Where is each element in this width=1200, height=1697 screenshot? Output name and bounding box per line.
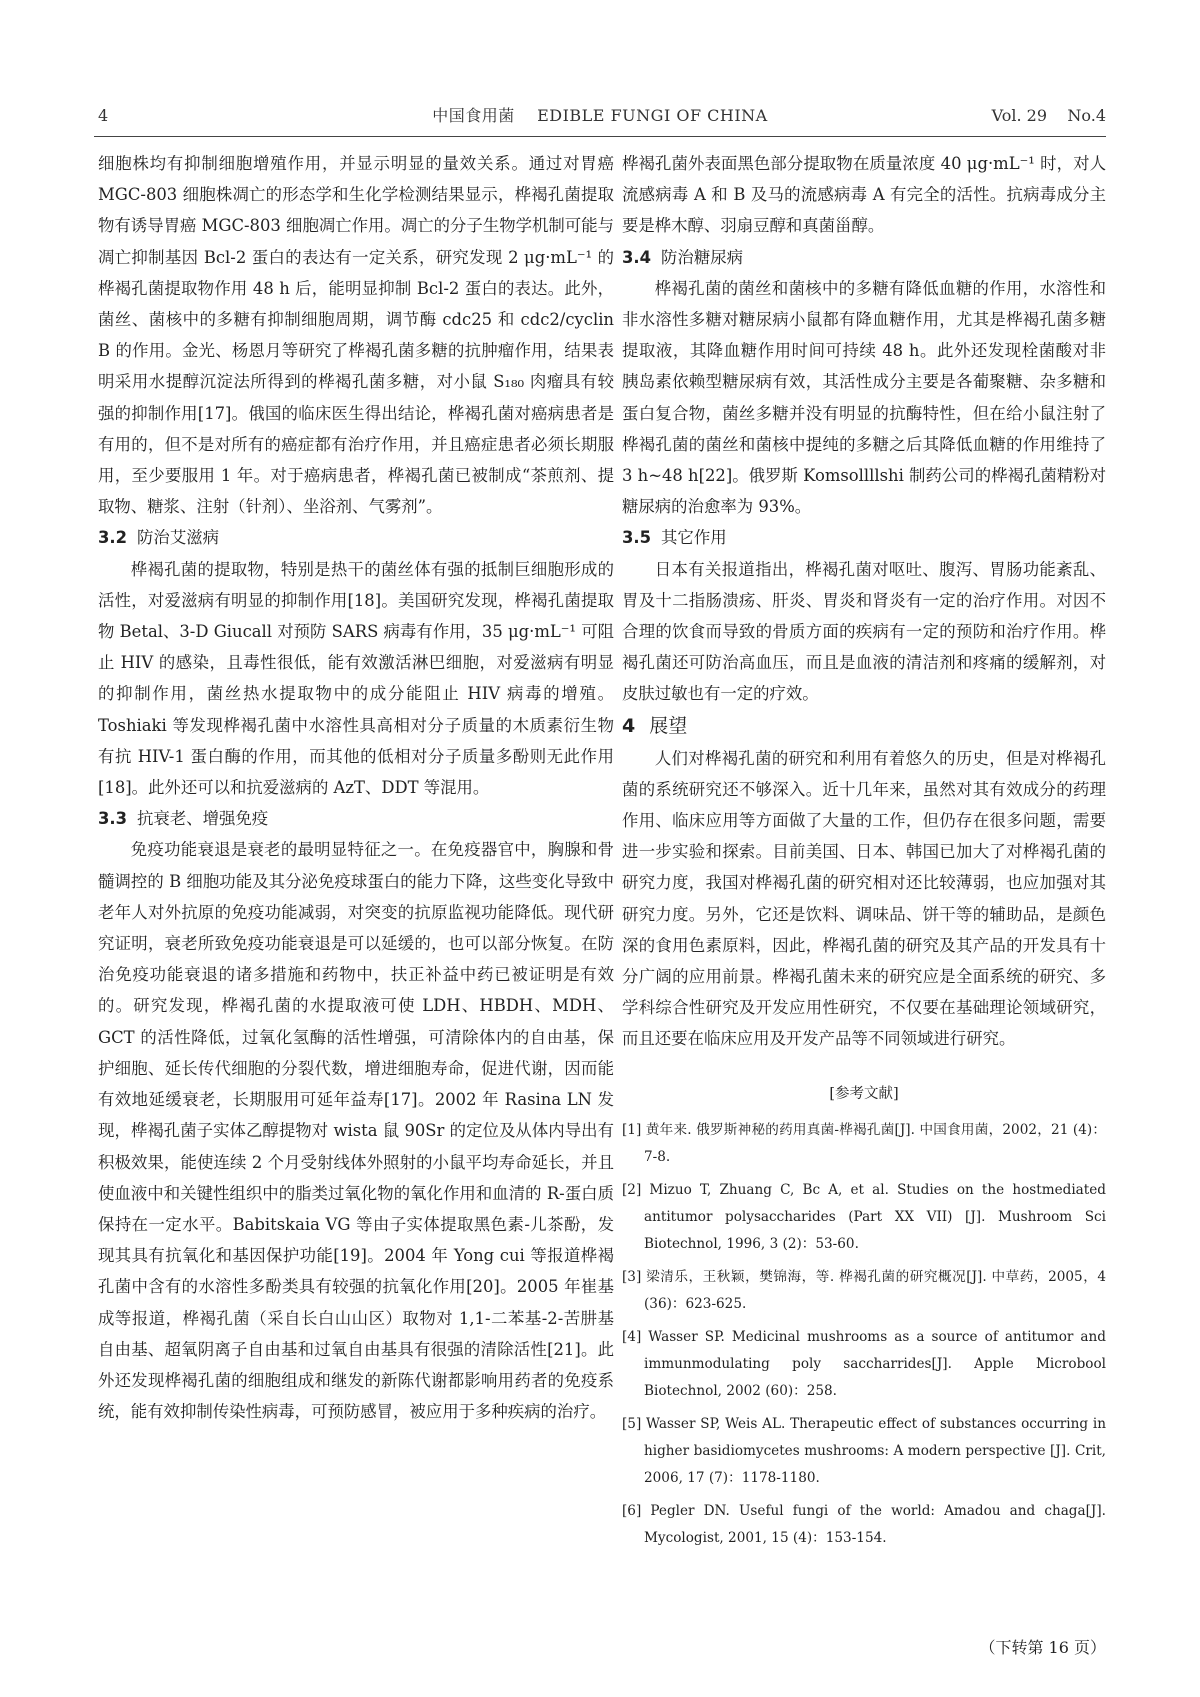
journal-title: 中国食用菌 EDIBLE FUNGI OF CHINA: [432, 106, 768, 125]
paragraph-diabetes: 桦褐孔菌的菌丝和菌核中的多糖有降低血糖的作用，水溶性和非水溶性多糖对糖尿病小鼠都有降血糖作用，尤其是桦褐孔菌多糖提取液，其降血糖作用时间可持续 48 h。此外还发现栓菌酸对非胰岛素依赖型糖尿病有效，其活性成分主要是各葡聚糖、杂多糖和蛋白复合物，菌丝多糖并没有明显的抗酶特性，但在给小鼠注射了桦褐孔菌的菌丝和菌核中提纯的多糖之后其降低血糖的作用维持了 3 h~48 h[22]。俄罗斯 Komsollllshi 制药公司的桦褐孔菌精粉对糖尿病的治愈率为 93%。: [622, 278, 1106, 517]
section-heading-3-5: [622, 522, 1106, 553]
section-number: 3.3: [98, 809, 128, 829]
right-column: [622, 148, 1106, 1558]
paragraph-other-effects: 日本有关报道指出，桦褐孔菌对呕吐、腹泻、胃肠功能紊乱、胃及十二指肠溃疡、肝炎、胃炎和肾炎有一定的治疗作用。对因不合理的饮食而导致的骨质方面的疾病有一定的预防和治疗作用。桦褐孔菌还可防治高血压，而且是血液的清洁剂和疼痛的缓解剂，对皮肤过敏也有一定的疗效。: [622, 559, 1106, 704]
paragraph-anti-aging: 免疫功能衰退是衰老的最明显特征之一。在免疫器官中，胸腺和骨髓调控的 B 细胞功能及其分泌免疫球蛋白的能力下降，这些变化导致中老年人对外抗原的免疫功能减弱，对突变的抗原监视功能降低。现代研究证明，衰老所致免疫功能衰退是可以延缓的，也可以部分恢复。在防治免疫功能衰退的诸多措施和药物中，扶正补益中药已被证明是有效的。研究发现，桦褐孔菌的水提取液可使 LDH、HBDH、MDH、GCT 的活性降低，过氧化氢酶的活性增强，可清除体内的自由基，保护细胞、延长传代细胞的分裂代数，增进细胞寿命，促进代谢，因而能有效地延缓衰老，长期服用可延年益寿[17]。2002 年 Rasina LN 发现，桦褐孔菌子实体乙醇提物对 wista 鼠 90Sr 的定位及从体内导出有积极效果，能使连续 2 个月受射线体外照射的小鼠平均寿命延长，并且使血液中和关键性组织中的脂类过氧化物的氧化作用和血清的 R-蛋白质保持在一定水平。Babitskaia VG 等由子实体提取黑色素-儿茶酚，发现其具有抗氧化和基因保护功能[19]。2004 年 Yong cui 等报道桦褐孔菌中含有的水溶性多酚类具有较强的抗氧化作用[20]。2005 年崔基成等报道，桦褐孔菌（采自长白山山区）取物对 1,1-二苯基-2-苦肼基自由基、超氧阴离子自由基和过氧自由基具有很强的清除活性[21]。此外还发现桦褐孔菌的细胞组成和继发的新陈代谢都影响用药者的免疫系统，能有效抑制传染性病毒，可预防感冒，被应用于多种疾病的治疗。: [98, 840, 614, 1422]
left-column: [98, 148, 614, 1427]
paragraph-outlook: 人们对桦褐孔菌的研究和利用有着悠久的历史，但是对桦褐孔菌的系统研究还不够深入。近十几年来，虽然对其有效成分的药理作用、临床应用等方面做了大量的工作，但仍存在很多问题，需要进一步实验和探索。目前美国、日本、韩国已加大了对桦褐孔菌的研究力度，我国对桦褐孔菌的研究相对还比较薄弱，也应加强对其研究力度。另外，它还是饮料、调味品、饼干等的辅助品，是颜色深的食用色素原料，因此，桦褐孔菌的研究及其产品的开发具有十分广阔的应用前景。桦褐孔菌未来的研究应是全面系统的研究、多学科综合性研究及开发应用性研究，不仅要在基础理论领域研究，而且还要在临床应用及开发产品等不同领域进行研究。: [622, 748, 1106, 1049]
header-rule: [94, 136, 1106, 137]
reference-item: [3] 梁清乐，王秋颖，樊锦海，等. 桦褐孔菌的研究概况[J]. 中草药，2005，4 (36)：623-625.: [622, 1268, 1106, 1312]
section-title: 其它作用: [661, 528, 727, 548]
section-title: 展望: [649, 714, 688, 737]
running-header: [94, 102, 1106, 130]
references-title: [参考文献]: [829, 1085, 899, 1102]
reference-item: [5] Wasser SP, Weis AL. Therapeutic effect of substances occurring in higher basidiomycetes mushrooms: A modern perspective [J]. Crit, 2006, 17 (7)：1178-1180.: [622, 1415, 1106, 1486]
reference-item: [6] Pegler DN. Useful fungi of the world: Amadou and chaga[J]. Mycologist, 2001, 15 (4)：153-154.: [622, 1502, 1106, 1546]
section-heading-3-3: [98, 803, 614, 834]
section-number: 3.4: [622, 247, 652, 267]
continued-note: （下转第 16 页）: [979, 1638, 1106, 1657]
volume-issue: Vol. 29 No.4: [991, 106, 1106, 125]
paragraph-antiviral-cont: 桦褐孔菌外表面黑色部分提取物在质量浓度 40 μg·mL⁻¹ 时，对人流感病毒 A 和 B 及马的流感病毒 A 有完全的活性。抗病毒成分主要是桦木醇、羽扇豆醇和真菌甾醇。: [622, 154, 1106, 236]
section-number: 3.5: [622, 528, 652, 548]
paragraph-anticancer-cont: 细胞株均有抑制细胞增殖作用，并显示明显的量效关系。通过对胃癌 MGC-803 细胞株凋亡的形态学和生化学检测结果显示，桦褐孔菌提取物有诱导胃癌 MGC-803 细胞凋亡作用。凋亡的分子生物学机制可能与凋亡抑制基因 Bcl-2 蛋白的表达有一定关系，研究发现 2 μg·mL⁻¹ 的桦褐孔菌提取物作用 48 h 后，能明显抑制 Bcl-2 蛋白的表达。此外，菌丝、菌核中的多糖有抑制细胞周期，调节酶 cdc25 和 cdc2/cyclin B 的作用。金光、杨恩月等研究了桦褐孔菌多糖的抗肿瘤作用，结果表明采用水提醇沉淀法所得到的桦褐孔菌多糖，对小鼠 S₁₈₀ 肉瘤具有较强的抑制作用[17]。俄国的临床医生得出结论，桦褐孔菌对癌病患者是有用的，但不是对所有的癌症都有治疗作用，并且癌症患者必须长期服用，至少要服用 1 年。对于癌病患者，桦褐孔菌已被制成“茶煎剂、提取物、糖浆、注射（针剂）、坐浴剂、气雾剂”。: [98, 154, 614, 517]
section-title: 防治糖尿病: [661, 247, 743, 267]
section-heading-3-2: [98, 522, 614, 553]
paragraph-aids: 桦褐孔菌的提取物，特别是热干的菌丝体有强的抵制巨细胞形成的活性，对爱滋病有明显的抑制作用[18]。美国研究发现，桦褐孔菌提取物 Betal、3-D Giucall 对预防 SARS 病毒有作用，35 μg·mL⁻¹ 可阻止 HIV 的感染，且毒性很低，能有效激活淋巴细胞，对爱滋病有明显的抑制作用，菌丝热水提取物中的成分能阻止 HIV 病毒的增殖。Toshiaki 等发现桦褐孔菌中水溶性具高相对分子质量的木质素衍生物有抗 HIV-1 蛋白酶的作用，而其他的低相对分子质量多酚则无此作用 [18]。此外还可以和抗爱滋病的 AzT、DDT 等混用。: [98, 559, 614, 798]
section-title: 抗衰老、增强免疫: [137, 809, 269, 829]
section-heading-3-4: [622, 242, 1106, 273]
reference-item: [2] Mizuo T, Zhuang C, Bc A, et al. Studies on the hostmediated antitumor polysaccharides (Part XX VII) [J]. Mushroom Sci Biotechnol, 1996, 3 (2)：53-60.: [622, 1181, 1106, 1252]
reference-item: [4] Wasser SP. Medicinal mushrooms as a source of antitumor and immunmodulating poly saccharrides[J]. Apple Microbool Biotechnol, 2002 (60)：258.: [622, 1328, 1106, 1399]
section-number: 3.2: [98, 528, 128, 548]
section-number: 4: [622, 714, 636, 737]
page-number: 4: [98, 106, 109, 125]
reference-item: [1] 黄年来. 俄罗斯神秘的药用真菌-桦褐孔菌[J]. 中国食用菌，2002，21 (4)：7-8.: [622, 1121, 1106, 1165]
section-heading-4: [622, 710, 1106, 743]
section-title: 防治艾滋病: [137, 528, 219, 548]
